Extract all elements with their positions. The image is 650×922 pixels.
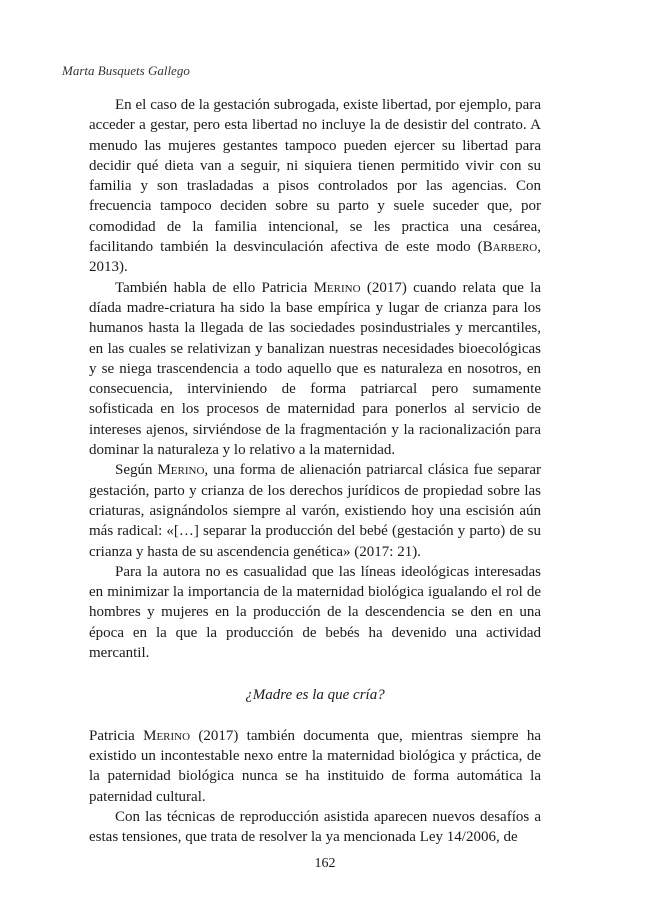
paragraph-1-text: En el caso de la gestación subrogada, existe libertad, por ejemplo, para acceder a gestar, pero esta libertad no incluye la de desistir del contrato. A menudo las mujeres gestantes tampoco pueden ejercer su libertad para decidir qué dieta van a seguir, ni siquiera tienen permitido vivir con su familia y son trasladadas a pisos controlados por las agencias. Con frecuencia tampoco deciden sobre su parto y suele suceder que, por comodidad de la familia intencional, se les practica una cesárea, facilitando también la desvinculación afectiva de este modo ( — [89, 97, 541, 256]
section-paragraph-2 — [89, 807, 541, 848]
section-paragraph-1 — [89, 726, 541, 807]
running-header-author: Marta Busquets Gallego — [62, 63, 190, 78]
paragraph-3-text: , una forma de alienación patriarcal clásica fue separar gestación, parto y crianza de los derechos jurídicos de propiedad sobre las criaturas, asignándolos siempre al varón, existiendo hoy una escisión aún más radical: «[…] separar la producción del bebé (gestación y parto) de su crianza y hasta de su ascendencia genética» (2017: 21). — [89, 462, 541, 560]
citation-barbero: Barbero — [482, 239, 538, 256]
paragraph-3-lead: Según — [115, 462, 158, 479]
citation-merino: Merino — [143, 727, 191, 744]
section-heading: ¿Madre es la que cría? — [245, 687, 385, 704]
paragraph-1-citation-year: , 2013). — [89, 239, 541, 276]
paragraph-2 — [89, 278, 541, 461]
page-number: 162 — [314, 856, 336, 871]
paragraph-2-lead: También habla de ello Patricia — [115, 279, 314, 296]
paragraph-3 — [89, 460, 541, 561]
paragraph-1 — [89, 95, 541, 278]
section-paragraph-1-text: (2017) también documenta que, mientras siempre ha existido un incontestable nexo entre la maternidad biológica y práctica, de la paternidad biológica nunca se ha instituido de forma automática la paternidad cultural. — [89, 727, 541, 805]
main-text — [89, 95, 541, 847]
paragraph-2-text: (2017) cuando relata que la díada madre-criatura ha sido la base empírica y lugar de crianza para los humanos hasta la llegada de las sociedades posindustriales y mercantiles, en las cuales se relativizan y banalizan nuestras necesidades bioecológicas y se niega trascendencia a todo aquello que es naturaleza en nosotros, en consecuencia, interviniendo de forma patriarcal pero sumamente sofisticada en los procesos de maternidad para ponerlos al servicio de intereses ajenos, sirviéndose de la fragmentación y la racionalización para dominar la naturaleza y lo relativo a la maternidad. — [89, 279, 542, 459]
section-paragraph-2-text: Con las técnicas de reproducción asistida aparecen nuevos desafíos a estas tensiones, que trata de resolver la ya mencionada Ley 14/2006, de — [89, 808, 541, 846]
citation-merino: Merino — [157, 462, 205, 479]
section-paragraph-1-lead: Patricia — [89, 727, 144, 744]
citation-merino: Merino — [313, 279, 361, 296]
paragraph-4 — [89, 562, 541, 663]
paragraph-4-text: Para la autora no es casualidad que las líneas ideológicas interesadas en minimizar la importancia de la maternidad biológica igualando el rol de hombres y mujeres en la producción de la descendencia se den en una época en la que la producción de bebés ha devenido una actividad mercantil. — [89, 563, 541, 662]
